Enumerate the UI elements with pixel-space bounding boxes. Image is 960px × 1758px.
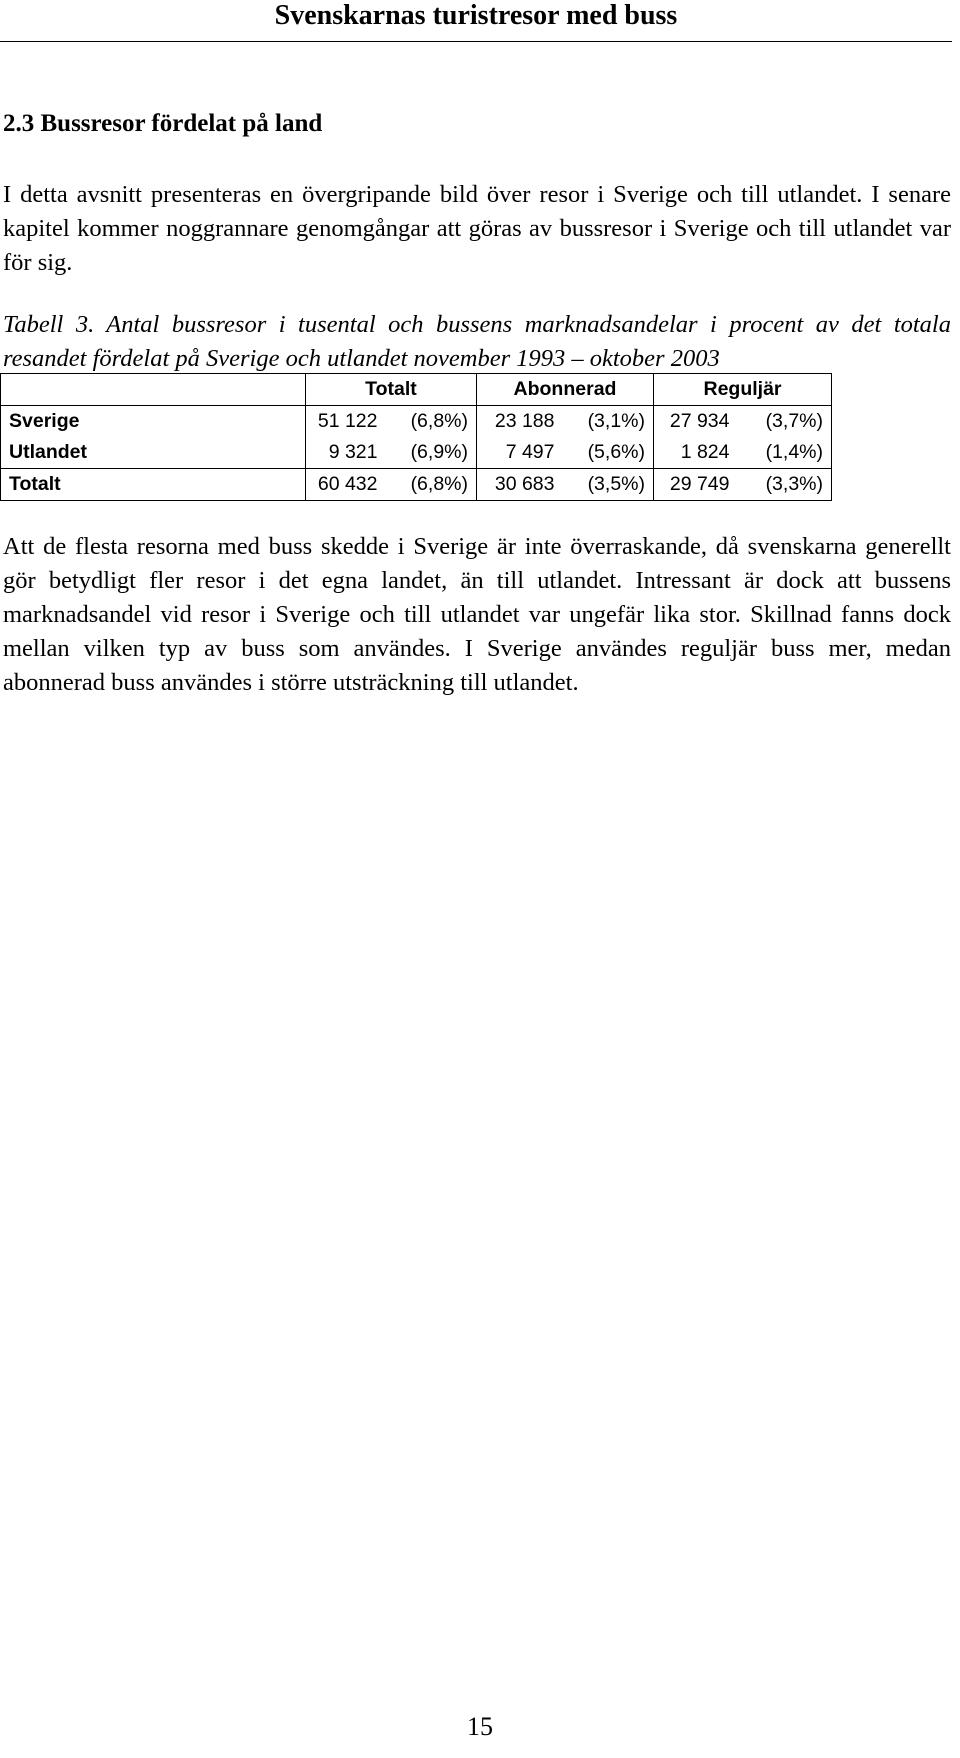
cell-reguljar: 1 824 bbox=[654, 437, 738, 469]
table-row bbox=[1, 406, 832, 438]
cell-reguljar-pct: (3,7%) bbox=[738, 406, 832, 438]
cell-totalt-pct: (6,9%) bbox=[386, 437, 477, 469]
cell-reguljar: 27 934 bbox=[654, 406, 738, 438]
table-row bbox=[1, 437, 832, 469]
cell-abonnerad-pct: (3,1%) bbox=[587, 410, 645, 432]
cell-totalt: 9 321 bbox=[306, 437, 386, 469]
cell-totalt: 60 432 bbox=[306, 469, 386, 501]
row-label: Sverige bbox=[1, 406, 306, 438]
body-paragraph: Att de flesta resorna med buss skedde i Sverige är inte överraskande, då svenskarna generellt gör betydligt fler resor i det egna landet, än till utlandet. Intressant är dock att bussens marknadsandel vid resor i Sverige och till utlandet var ungefär lika stor. Skillnad fanns dock mellan vilken typ av buss som användes. I Sverige användes reguljär buss mer, medan abonnerad buss användes i större utsträckning till utlandet. bbox=[3, 533, 951, 696]
row-label: Totalt bbox=[1, 469, 306, 501]
row-label: Utlandet bbox=[1, 437, 306, 469]
table-container bbox=[0, 373, 832, 501]
intro-paragraph: I detta avsnitt presenteras en övergripande bild över resor i Sverige och till utlandet. I senare kapitel kommer noggrannare genomgångar att göras av bussresor i Sverige och till utlandet var för sig. bbox=[3, 181, 951, 276]
header-empty-cell bbox=[1, 374, 306, 406]
column-header-reguljar: Reguljär bbox=[654, 374, 832, 406]
cell-totalt-pct: (6,8%) bbox=[410, 410, 468, 432]
cell-abonnerad-pct: (5,6%) bbox=[563, 437, 654, 469]
cell-totalt-pct: (6,8%) bbox=[386, 469, 477, 501]
header-rule bbox=[0, 41, 952, 42]
table-total-row bbox=[1, 469, 832, 501]
cell-abonnerad: 30 683 bbox=[477, 469, 563, 501]
bus-trips-table bbox=[0, 373, 832, 501]
cell-abonnerad: 7 497 bbox=[477, 437, 563, 469]
cell-abonnerad: 23 188 bbox=[477, 406, 563, 438]
table-caption: Tabell 3. Antal bussresor i tusental och bussens marknadsandelar i procent av det totala resandet fördelat på Sverige och utlandet november 1993 – oktober 2003 bbox=[3, 311, 951, 372]
cell-reguljar-pct: (3,3%) bbox=[738, 469, 832, 501]
cell-reguljar-pct: (1,4%) bbox=[738, 437, 832, 469]
page-number: 15 bbox=[467, 1712, 493, 1741]
section-heading: 2.3 Bussresor fördelat på land bbox=[3, 110, 323, 137]
column-header-totalt: Totalt bbox=[306, 374, 477, 406]
running-header: Svenskarnas turistresor med buss bbox=[274, 0, 678, 31]
column-header-abonnerad: Abonnerad bbox=[477, 374, 654, 406]
cell-reguljar: 29 749 bbox=[654, 469, 738, 501]
cell-abonnerad-pct: (3,5%) bbox=[563, 469, 654, 501]
cell-totalt: 51 122 bbox=[306, 406, 386, 438]
table-header-row bbox=[1, 374, 832, 406]
